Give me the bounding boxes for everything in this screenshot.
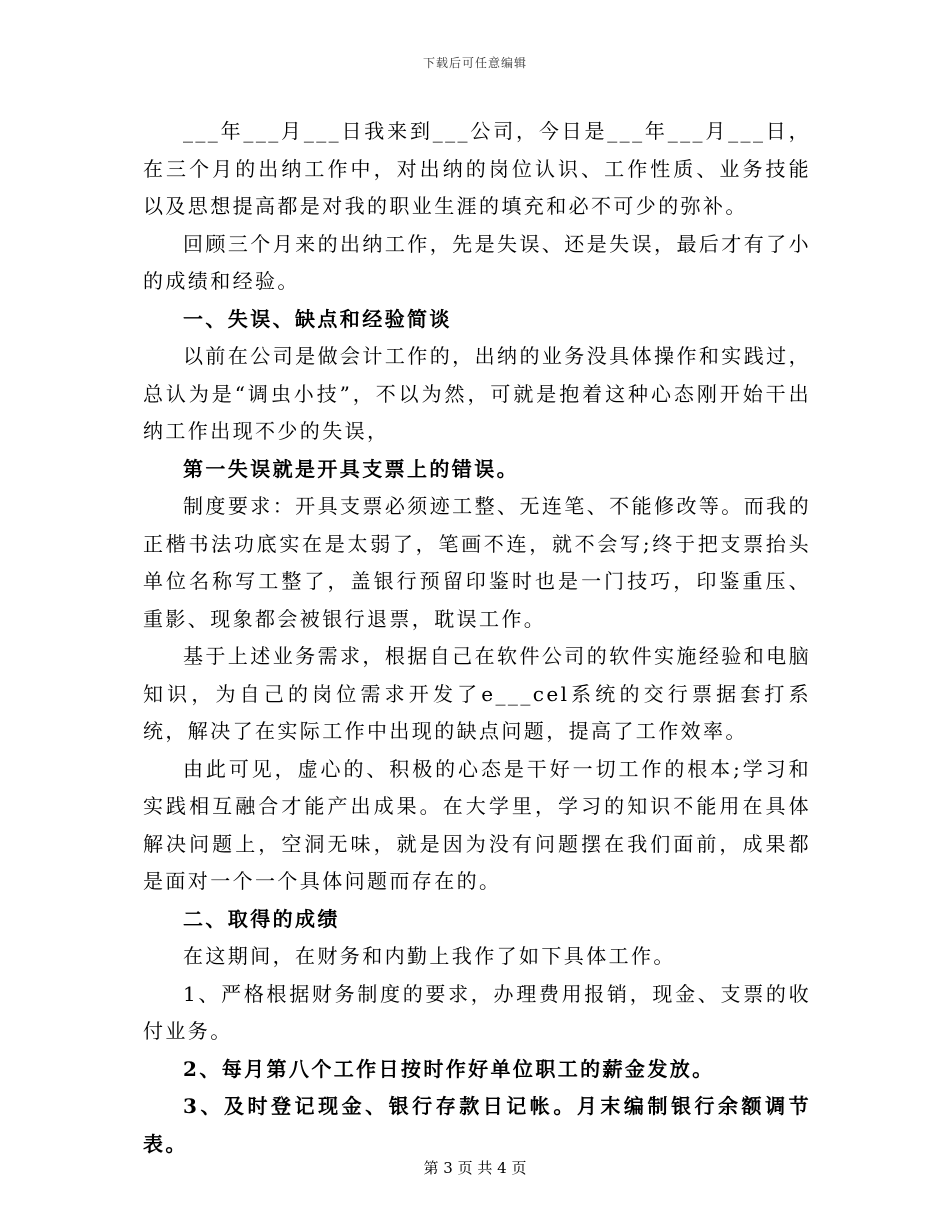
subheading-first-mistake: 第一失误就是开具支票上的错误。 bbox=[183, 456, 519, 481]
page-header: 下载后可任意编辑 bbox=[422, 56, 527, 70]
list-item-2: 2、每月第八个工作日按时作好单位职工的薪金发放。 bbox=[183, 1056, 715, 1081]
section-heading-1: 一、失误、缺点和经验简谈 bbox=[183, 306, 452, 331]
paragraph-review: 回顾三个月来的出纳工作，先是失误、还是失误，最后才有了小的成绩和经验。 bbox=[143, 231, 811, 293]
section-heading-2: 二、取得的成绩 bbox=[183, 906, 340, 931]
paragraph-intro: ___年___月___日我来到___公司，今日是___年___月___日，在三个月的出纳工作中，对出纳的岗位认识、工作性质、业务技能以及思想提高都是对我的职业生涯的填充和必不可少的弥补。 bbox=[143, 119, 811, 218]
list-item-1: 1、严格根据财务制度的要求，办理费用报销，现金、支票的收付业务。 bbox=[143, 981, 811, 1043]
list-item-3: 3、及时登记现金、银行存款日记帐。月末编制银行余额调节表。 bbox=[143, 1094, 811, 1156]
paragraph-solution: 基于上述业务需求，根据自己在软件公司的软件实施经验和电脑知识，为自己的岗位需求开发了e___cel系统的交行票据套打系统，解决了在实际工作中出现的缺点问题，提高了工作效率。 bbox=[143, 644, 811, 743]
paragraph-rules: 制度要求：开具支票必须迹工整、无连笔、不能修改等。而我的正楷书法功底实在是太弱了，笔画不连，就不会写;终于把支票抬头单位名称写工整了，盖银行预留印鉴时也是一门技巧，印鉴重压、重影、现象都会被银行退票，耽误工作。 bbox=[143, 494, 811, 631]
paragraph-background: 以前在公司是做会计工作的，出纳的业务没具体操作和实践过，总认为是“调虫小技”，不以为然，可就是抱着这种心态刚开始干出纳工作出现不少的失误， bbox=[143, 344, 811, 443]
paragraph-conclusion: 由此可见，虚心的、积极的心态是干好一切工作的根本;学习和实践相互融合才能产出成果。在大学里，学习的知识不能用在具体解决问题上，空洞无味，就是因为没有问题摆在我们面前，成果都是面对一个一个具体问题而存在的。 bbox=[143, 756, 811, 893]
paragraph-work-intro: 在这期间，在财务和内勤上我作了如下具体工作。 bbox=[183, 944, 676, 968]
page-footer: 第 3 页 共 4 页 bbox=[423, 1159, 527, 1177]
document-body bbox=[143, 113, 811, 1163]
